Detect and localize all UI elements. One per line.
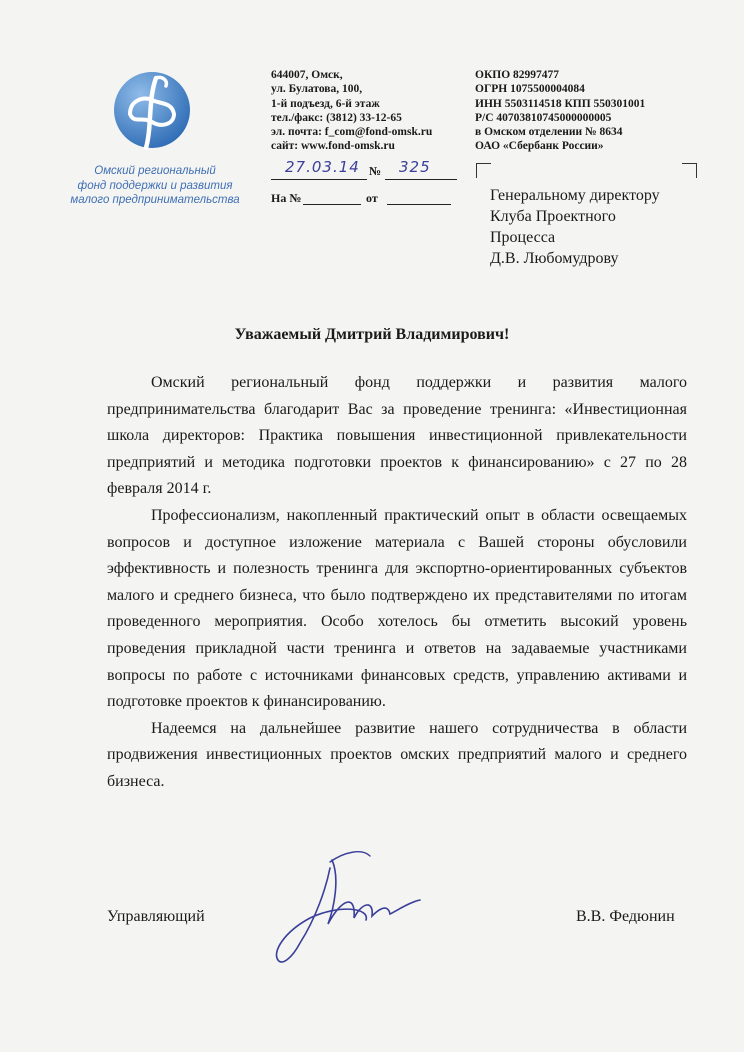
outgoing-date-number <box>271 158 457 182</box>
address-corner-mark <box>476 163 491 178</box>
requisites-line: ИНН 5503114518 КПП 550301001 <box>475 97 646 110</box>
logo-caption-line: фонд поддержки и развития <box>77 179 233 192</box>
requisites-line: ОАО «Сбербанк России» <box>475 140 604 153</box>
salutation: Уважаемый Дмитрий Владимирович! <box>234 326 510 343</box>
logo-caption <box>60 164 250 208</box>
reference-number-blank <box>303 204 361 205</box>
address-line: 1-й подъезд, 6-й этаж <box>271 97 380 110</box>
requisites-block <box>475 68 645 154</box>
letter-body <box>107 370 687 796</box>
addressee-line: Процесса <box>490 229 556 246</box>
address-line: ул. Булатова, 100, <box>271 83 363 96</box>
body-paragraph: Омский региональный фонд поддержки и развития малого предпринимательства благодарит Вас за проведение тренинга: «Инвестиционная школа директоров: Практика повышения инвестиционной привлекательности предприятий и методика подготовки проектов к финансированию» с 27 по 28 февраля 2014 г. <box>107 374 687 498</box>
body-paragraph: Надеемся на дальнейшее развитие нашего сотрудничества в области продвижения инвестиционных проектов омских предприятий малого и среднего бизнеса. <box>107 719 687 790</box>
website-line: сайт: www.fond-omsk.ru <box>271 140 395 153</box>
logo-caption-line: Омский региональный <box>94 165 216 177</box>
logo-caption-line: малого предпринимательства <box>70 194 240 206</box>
email-line: эл. почта: f_com@fond-omsk.ru <box>271 126 433 139</box>
phone-line: тел./факс: (3812) 33-12-65 <box>271 111 402 124</box>
number-sign: № <box>369 164 382 178</box>
addressee-line: Клуба Проектного <box>490 208 616 225</box>
requisites-line: ОКПО 82997477 <box>475 69 560 81</box>
number-underline <box>385 179 457 180</box>
addressee-line: Генеральному директору <box>490 187 660 204</box>
handwritten-number: 325 <box>399 158 431 176</box>
date-underline <box>271 179 367 180</box>
addressee-block <box>490 185 660 269</box>
requisites-line: в Омском отделении № 8634 <box>475 126 623 139</box>
body-paragraph: Профессионализм, накопленный практический опыт в области освещаемых вопросов и доступное изложение материала с Вашей стороны обусловили эффективность и полезность тренинга для экспортно-ориентированных субъектов малого и среднего бизнеса, что было подтверждено их представителями по итогам проведенного мероприятия. Особо хотелось бы отметить высокий уровень проведения прикладной части тренинга и ответов на задаваемые участниками вопросы по работе с источниками финансовых средств, управлению активами и подготовке проектов к финансированию. <box>107 506 687 711</box>
reference-date-blank <box>387 204 451 205</box>
fund-logo-icon <box>112 70 192 150</box>
address-line: 644007, Омск, <box>271 69 343 81</box>
signatory-name: В.В. Федюнин <box>576 908 675 925</box>
handwritten-date: 27.03.14 <box>285 158 360 176</box>
signatory-title: Управляющий <box>107 908 205 925</box>
handwritten-signature <box>270 848 440 978</box>
addressee-line: Д.В. Любомудрову <box>490 250 619 267</box>
reference-line <box>271 191 457 209</box>
reference-prefix: На № <box>271 191 302 205</box>
requisites-line: ОГРН 1075500004084 <box>475 83 585 96</box>
address-corner-mark <box>682 163 697 178</box>
requisites-line: Р/С 40703810745000000005 <box>475 111 612 124</box>
address-block <box>271 68 432 154</box>
reference-from-label: от <box>366 191 378 205</box>
